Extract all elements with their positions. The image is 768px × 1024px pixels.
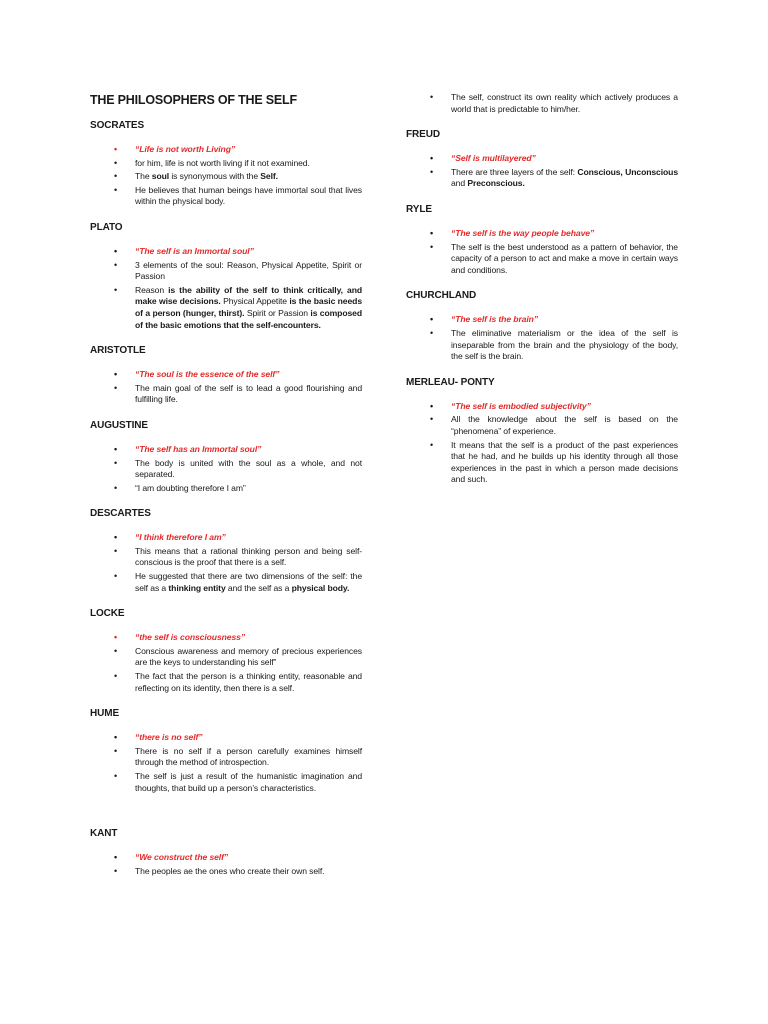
philosopher-name: KANT bbox=[90, 828, 118, 840]
quote-item bbox=[406, 228, 678, 240]
bullet-icon: • bbox=[114, 382, 118, 393]
bullet-list bbox=[90, 852, 362, 877]
philosopher-name: PLATO bbox=[90, 221, 123, 233]
list-item bbox=[406, 328, 678, 363]
bold-text: thinking entity bbox=[168, 582, 226, 593]
list-item bbox=[90, 171, 362, 183]
bullet-list bbox=[90, 444, 362, 494]
list-item bbox=[90, 458, 362, 481]
bold-text: soul bbox=[151, 171, 170, 182]
philosopher-section bbox=[90, 120, 362, 208]
bullet-list bbox=[90, 732, 362, 794]
bullet-list bbox=[90, 532, 362, 594]
item-text: for him, life is not worth living if it not examined. bbox=[135, 157, 310, 168]
bullet-list bbox=[406, 153, 678, 190]
bullet-list bbox=[406, 314, 678, 362]
bullet-icon: • bbox=[114, 865, 118, 876]
item-text: There are three layers of the self: bbox=[451, 166, 578, 177]
bullet-icon: • bbox=[430, 166, 434, 177]
list-item bbox=[90, 185, 362, 208]
bullet-icon: • bbox=[114, 545, 118, 556]
bold-text: physical body. bbox=[291, 582, 350, 593]
bullet-icon: • bbox=[114, 171, 118, 182]
bullet-icon: • bbox=[114, 852, 118, 863]
item-text: All the knowledge about the self is based on the “phenomena” of experience. bbox=[451, 414, 678, 436]
list-item bbox=[406, 167, 678, 190]
philosopher-name: DESCARTES bbox=[90, 508, 151, 520]
philosopher-section bbox=[406, 204, 678, 276]
bullet-icon: • bbox=[114, 532, 118, 543]
bullet-list bbox=[90, 369, 362, 406]
quote-item bbox=[90, 444, 362, 456]
bullet-list bbox=[90, 246, 362, 331]
bullet-icon: • bbox=[114, 732, 118, 743]
quote-text: “the self is consciousness” bbox=[135, 632, 246, 643]
bullet-icon: • bbox=[430, 227, 434, 238]
bullet-icon: • bbox=[114, 745, 118, 756]
philosopher-name: ARISTOTLE bbox=[90, 345, 146, 357]
bullet-icon: • bbox=[430, 241, 434, 252]
bullet-icon: • bbox=[114, 259, 118, 270]
item-text: Physical Appetite bbox=[223, 296, 287, 307]
philosopher-name: CHURCHLAND bbox=[406, 290, 477, 302]
list-item bbox=[90, 646, 362, 669]
bullet-icon: • bbox=[114, 671, 118, 682]
list-item bbox=[90, 260, 362, 283]
list-item bbox=[90, 771, 362, 794]
philosopher-section bbox=[90, 508, 362, 594]
item-text: The eliminative materialism or the idea of the self is inseparable from the brain and the physiology of the body, the self is the brain. bbox=[451, 327, 678, 362]
item-text: and bbox=[451, 178, 468, 189]
bold-text: Self. bbox=[260, 171, 278, 182]
philosopher-section bbox=[406, 129, 678, 190]
philosopher-name: LOCKE bbox=[90, 608, 125, 620]
quote-item bbox=[406, 153, 678, 165]
philosopher-name: SOCRATES bbox=[90, 120, 145, 131]
bullet-icon: • bbox=[114, 369, 118, 380]
bullet-list bbox=[90, 144, 362, 208]
quote-item bbox=[406, 314, 678, 326]
bullet-icon: • bbox=[430, 414, 434, 425]
bullet-icon: • bbox=[114, 571, 118, 582]
quote-item bbox=[90, 246, 362, 258]
item-text: It means that the self is a product of the past experiences that he had, and he builds up his identity through all those experiences in the past in which a person made decisions and such. bbox=[451, 439, 678, 485]
bullet-list bbox=[406, 228, 678, 276]
quote-item bbox=[90, 732, 362, 744]
left-sections bbox=[90, 120, 362, 877]
philosopher-section bbox=[406, 377, 678, 486]
list-item bbox=[90, 671, 362, 694]
bullet-icon: • bbox=[114, 632, 118, 643]
bullet-icon: • bbox=[430, 153, 434, 164]
philosopher-section bbox=[90, 608, 362, 694]
item-text: The self, construct its own reality which actively produces a world that is predictable to him/her. bbox=[451, 92, 678, 114]
quote-text: “The self has an Immortal soul” bbox=[135, 443, 262, 454]
right-column bbox=[406, 92, 678, 500]
bullet-icon: • bbox=[114, 443, 118, 454]
philosopher-name: MERLEAU- PONTY bbox=[406, 376, 495, 388]
item-text: The fact that the person is a thinking entity, reasonable and reflecting on its identity, then there is a self. bbox=[135, 671, 362, 693]
list-item bbox=[90, 158, 362, 170]
philosopher-name: AUGUSTINE bbox=[90, 419, 148, 431]
quote-text: “The self is the brain” bbox=[451, 314, 538, 325]
list-item bbox=[406, 92, 678, 115]
bullet-icon: • bbox=[430, 92, 434, 102]
item-text: The self is just a result of the humanistic imagination and thoughts, that build up a person’s characteristics. bbox=[135, 771, 362, 793]
philosopher-name: HUME bbox=[90, 708, 120, 720]
philosopher-section bbox=[90, 708, 362, 794]
philosopher-section bbox=[406, 290, 678, 362]
bold-text: Conscious, Unconscious bbox=[577, 166, 678, 177]
list-item bbox=[90, 285, 362, 331]
list-item bbox=[90, 866, 362, 878]
item-text: Reason bbox=[135, 284, 165, 295]
bold-text: is composed of the basic emotions that the self-encounters. bbox=[135, 307, 362, 330]
bullet-list bbox=[90, 632, 362, 694]
list-item bbox=[406, 440, 678, 486]
item-text: Spirit or Passion bbox=[246, 307, 308, 318]
philosopher-section bbox=[90, 345, 362, 406]
item-text: The self is the best understood as a pattern of behavior, the capacity of a person to act and make a move in certain ways and conditions. bbox=[451, 241, 678, 275]
bold-text: is the basic needs of a person (hunger, thirst). bbox=[135, 296, 362, 318]
quote-item bbox=[90, 532, 362, 544]
document-title: THE PHILOSOPHERS OF THE SELF bbox=[90, 93, 297, 107]
item-text: He believes that human beings have immortal soul that lives within the physical body. bbox=[135, 184, 362, 207]
quote-item bbox=[90, 632, 362, 644]
bullet-icon: • bbox=[114, 184, 118, 195]
bullet-icon: • bbox=[114, 457, 118, 468]
bullet-icon: • bbox=[114, 645, 118, 656]
item-text: Conscious awareness and memory of precious experiences are the keys to understanding his self” bbox=[135, 645, 362, 668]
item-text: and the self as a bbox=[225, 582, 292, 593]
item-text: “I am doubting therefore I am” bbox=[135, 482, 246, 493]
list-item bbox=[406, 242, 678, 277]
list-item bbox=[90, 383, 362, 406]
bullet-icon: • bbox=[430, 400, 434, 411]
quote-item bbox=[90, 852, 362, 864]
bullet-icon: • bbox=[114, 157, 118, 168]
philosopher-name: RYLE bbox=[406, 203, 432, 215]
bullet-icon: • bbox=[430, 327, 434, 338]
quote-text: “The self is embodied subjectivity” bbox=[451, 400, 591, 411]
quote-text: “there is no self” bbox=[135, 732, 203, 743]
list-item bbox=[90, 746, 362, 769]
quote-text: “The soul is the essence of the self” bbox=[135, 369, 280, 380]
item-text: is synonymous with the bbox=[169, 171, 261, 182]
bullet-icon: • bbox=[114, 144, 118, 154]
list-item bbox=[90, 571, 362, 594]
philosopher-section bbox=[90, 222, 362, 331]
quote-item bbox=[90, 369, 362, 381]
bullet-icon: • bbox=[114, 284, 118, 295]
quote-text: “We construct the self” bbox=[135, 852, 229, 863]
right-sections bbox=[406, 129, 678, 486]
item-text: The body is united with the soul as a whole, and not separated. bbox=[135, 457, 362, 480]
quote-text: “The self is the way people behave” bbox=[451, 227, 595, 238]
item-text: He suggested that there are two dimensions of the self: the self as a bbox=[135, 571, 362, 593]
bullet-icon: • bbox=[114, 771, 118, 781]
philosopher-section bbox=[90, 420, 362, 494]
left-column bbox=[90, 93, 362, 891]
continued-list bbox=[406, 92, 678, 115]
item-text: The peoples ae the ones who create their own self. bbox=[135, 865, 325, 876]
quote-text: “Self is multilayered” bbox=[451, 153, 536, 164]
bullet-icon: • bbox=[114, 482, 118, 493]
philosopher-name: FREUD bbox=[406, 129, 440, 141]
bullet-list bbox=[406, 401, 678, 486]
bullet-icon: • bbox=[114, 245, 118, 256]
list-item bbox=[90, 483, 362, 495]
item-text: 3 elements of the soul: Reason, Physical Appetite, Spirit or Passion bbox=[135, 259, 362, 282]
item-text: The bbox=[135, 171, 152, 182]
bullet-icon: • bbox=[430, 439, 434, 450]
item-text: There is no self if a person carefully examines himself through the method of introspection. bbox=[135, 745, 362, 768]
list-item bbox=[406, 414, 678, 437]
quote-text: “Life is not worth Living” bbox=[135, 144, 236, 154]
quote-item bbox=[90, 144, 362, 156]
philosopher-section bbox=[90, 828, 362, 877]
quote-item bbox=[406, 401, 678, 413]
bold-text: Preconscious. bbox=[467, 178, 525, 189]
quote-text: “I think therefore I am” bbox=[135, 532, 226, 543]
item-text: This means that a rational thinking person and being self-conscious is the proof that there is a self. bbox=[135, 545, 362, 568]
list-item bbox=[90, 546, 362, 569]
item-text: The main goal of the self is to lead a good flourishing and fulfilling life. bbox=[135, 382, 362, 405]
bold-text: is the ability of the self to think critically, and make wise decisions. bbox=[135, 284, 362, 307]
bullet-icon: • bbox=[430, 314, 434, 325]
quote-text: “The self is an Immortal soul” bbox=[135, 245, 254, 256]
